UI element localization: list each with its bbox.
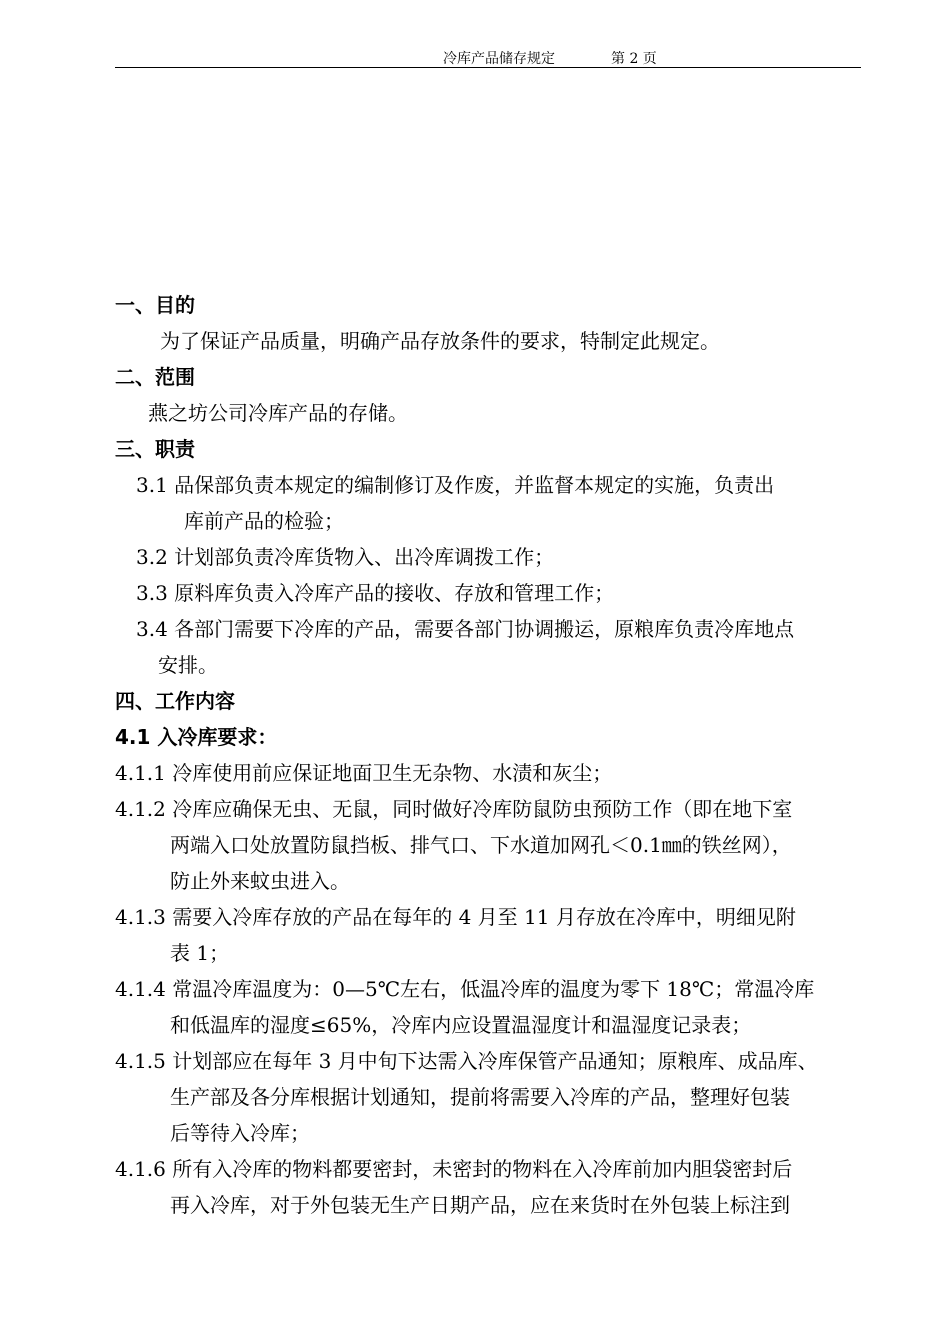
item-4-1-6-line-1: 4.1.6 所有入冷库的物料都要密封，未密封的物料在入冷库前加内胆袋密封后	[115, 1157, 793, 1181]
item-4-1-5-line-2: 生产部及各分库根据计划通知，提前将需要入冷库的产品，整理好包装	[170, 1085, 790, 1109]
section-2-title: 二、范围	[115, 365, 195, 389]
page-header	[0, 48, 950, 68]
section-4-title: 四、工作内容	[115, 689, 235, 713]
item-4-1-3-line-2: 表 1；	[170, 941, 230, 965]
item-4-1-1: 4.1.1 冷库使用前应保证地面卫生无杂物、水渍和灰尘；	[115, 761, 613, 785]
item-4-1-2-line-1: 4.1.2 冷库应确保无虫、无鼠，同时做好冷库防鼠防虫预防工作（即在地下室	[115, 797, 793, 821]
header-title: 冷库产品储存规定	[443, 51, 555, 67]
item-3-1-line-2: 库前产品的检验；	[184, 509, 344, 533]
item-4-1-6-line-2: 再入冷库，对于外包装无生产日期产品，应在来货时在外包装上标注到	[170, 1193, 790, 1217]
item-3-4-line-1: 3.4 各部门需要下冷库的产品，需要各部门协调搬运，原粮库负责冷库地点	[136, 617, 795, 641]
item-3-4-line-2: 安排。	[158, 653, 218, 677]
header-rule	[115, 67, 861, 68]
section-3-title: 三、职责	[115, 437, 195, 461]
section-1-text: 为了保证产品质量，明确产品存放条件的要求，特制定此规定。	[160, 329, 720, 353]
header-page-number: 第 2 页	[611, 51, 657, 67]
item-4-1-4-line-2: 和低温库的湿度≤65%，冷库内应设置温湿度计和温湿度记录表；	[170, 1013, 752, 1037]
item-4-1-5-line-1: 4.1.5 计划部应在每年 3 月中旬下达需入冷库保管产品通知；原粮库、成品库、	[115, 1049, 818, 1073]
item-3-2: 3.2 计划部负责冷库货物入、出冷库调拨工作；	[136, 545, 555, 569]
section-1-title: 一、目的	[115, 293, 195, 317]
item-4-1-2-line-2: 两端入口处放置防鼠挡板、排气口、下水道加网孔＜0.1㎜的铁丝网），	[170, 833, 792, 857]
item-4-1-4-line-1: 4.1.4 常温冷库温度为：0—5℃左右，低温冷库的温度为零下 18℃；常温冷库	[115, 977, 815, 1001]
section-2-text: 燕之坊公司冷库产品的存储。	[148, 401, 408, 425]
item-3-1-line-1: 3.1 品保部负责本规定的编制修订及作废，并监督本规定的实施，负责出	[136, 473, 775, 497]
item-3-3: 3.3 原料库负责入冷库产品的接收、存放和管理工作；	[136, 581, 615, 605]
item-4-1-3-line-1: 4.1.3 需要入冷库存放的产品在每年的 4 月至 11 月存放在冷库中，明细见附	[115, 905, 796, 929]
item-4-1-5-line-3: 后等待入冷库；	[170, 1121, 310, 1145]
subsection-4-1-title: 4.1 入冷库要求：	[115, 725, 278, 749]
item-4-1-2-line-3: 防止外来蚊虫进入。	[170, 869, 350, 893]
